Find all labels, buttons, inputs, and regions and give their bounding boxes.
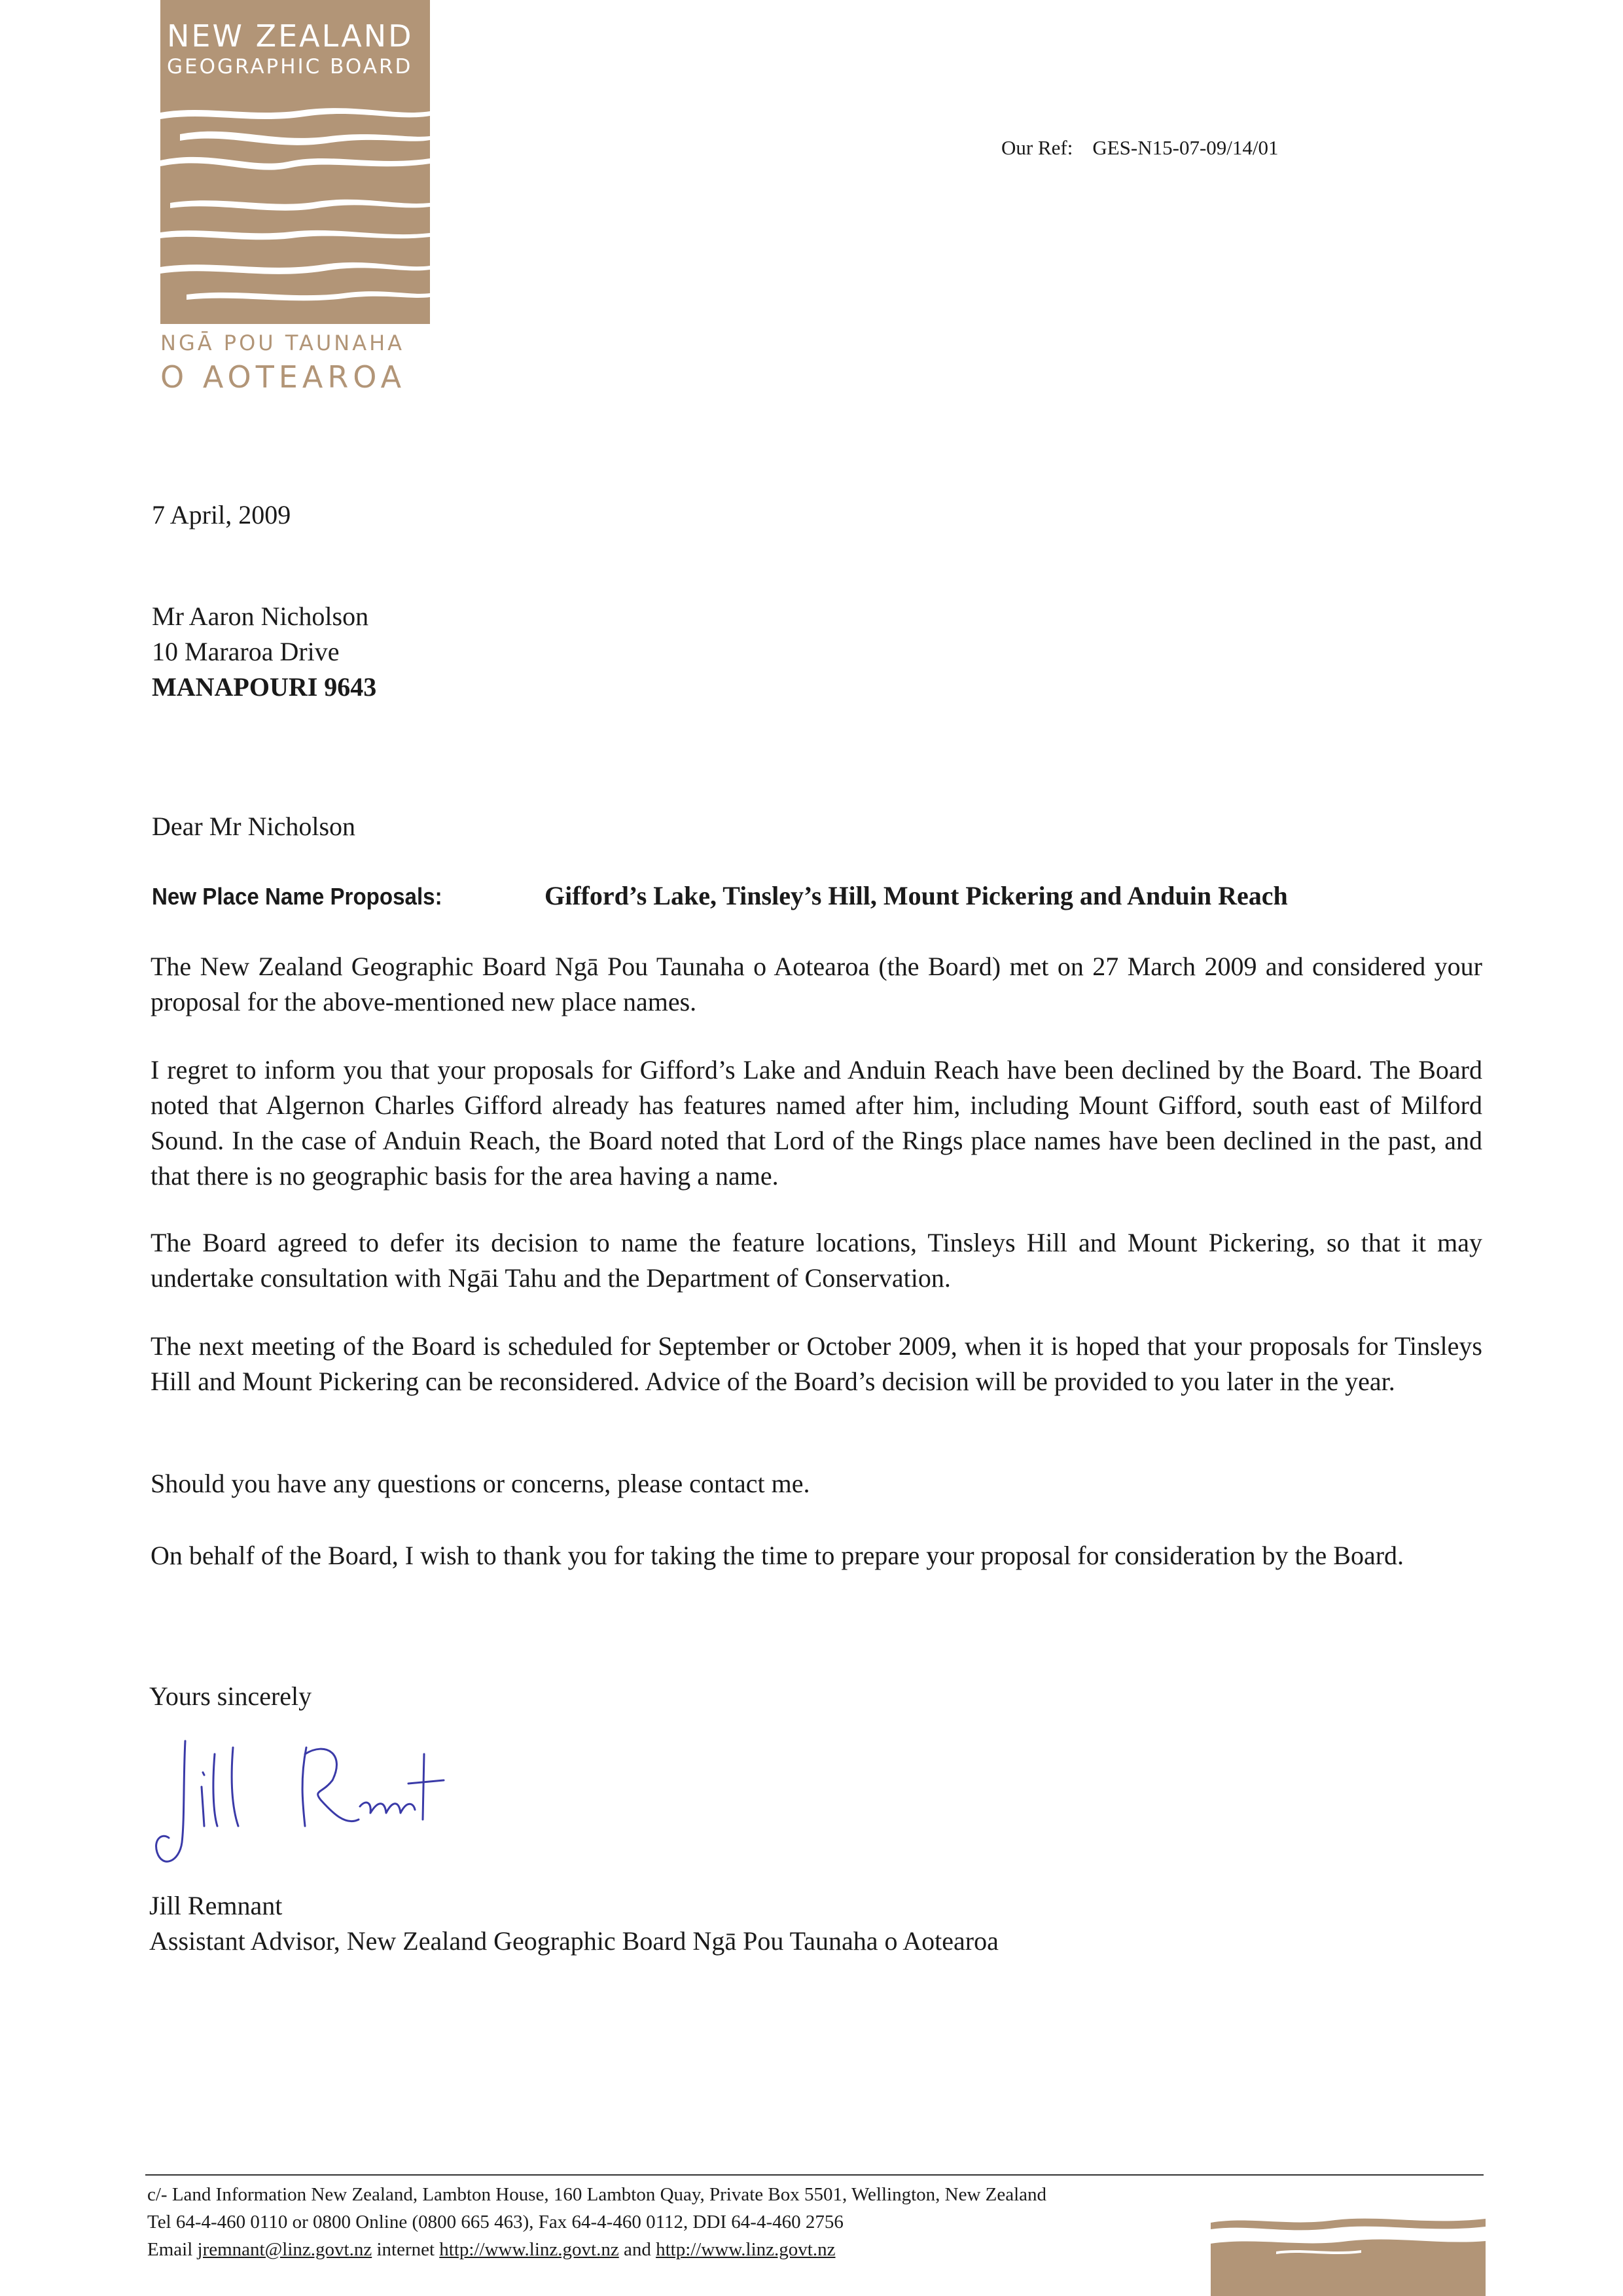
recipient-address	[152, 599, 376, 705]
paragraph-3: The Board agreed to defer its decision to name the feature locations, Tinsleys Hill and Mount Pickering, so that it may undertake consultation with Ngāi Tahu and the Department of Conservation.	[151, 1228, 1482, 1293]
signer-block	[149, 1888, 999, 1959]
footer-url-link-1[interactable]: http://www.linz.govt.nz	[439, 2239, 619, 2260]
reference-line	[1001, 136, 1279, 160]
footer-email-label: Email	[147, 2239, 193, 2260]
letterhead-logo-bottom	[160, 331, 435, 395]
recipient-street: 10 Mararoa Drive	[152, 637, 340, 666]
signature-image	[149, 1728, 450, 1878]
paragraph-2: I regret to inform you that your proposals for Gifford’s Lake and Anduin Reach have been declined by the Board. The Board noted that Algernon Charles Gifford already has features named after him, including Mount Gifford, south east of Milford Sound. In the case of Anduin Reach, the Board noted that Lord of the Rings place names have been declined in the past, and that there is no geographic basis for the area having a name.	[151, 1055, 1482, 1191]
paragraph-5: Should you have any questions or concerns, please contact me.	[151, 1469, 810, 1498]
letter-date: 7 April, 2009	[152, 500, 291, 529]
signer-title: Assistant Advisor, New Zealand Geographic Board Ngā Pou Taunaha o Aotearoa	[149, 1926, 999, 1956]
letterhead-logo-top	[160, 0, 430, 98]
reference-label: Our Ref:	[1001, 136, 1073, 159]
footer-landscape-art	[1211, 2211, 1486, 2296]
footer-address: c/- Land Information New Zealand, Lambton House, 160 Lambton Quay, Private Box 5501, Wellington, New Zealand	[147, 2184, 1047, 2205]
recipient-name: Mr Aaron Nicholson	[152, 601, 369, 631]
subject-line	[152, 880, 1288, 911]
footer-and-text: and	[623, 2239, 651, 2260]
letterhead-line3: NGĀ POU TAUNAHA	[160, 331, 405, 355]
paragraph-6: On behalf of the Board, I wish to thank you for taking the time to prepare your proposal for consideration by the Board.	[151, 1541, 1404, 1570]
paragraph-4: The next meeting of the Board is scheduled for September or October 2009, when it is hoped that your proposals for Tinsleys Hill and Mount Pickering can be reconsidered. Advice of the Board’s decision will be provided to you later in the year.	[151, 1331, 1482, 1396]
subject-label: New Place Name Proposals:	[152, 883, 442, 910]
footer-email-link[interactable]: jremnant@linz.govt.nz	[197, 2239, 372, 2260]
footer-phones: Tel 64-4-460 0110 or 0800 Online (0800 665 463), Fax 64-4-460 0112, DDI 64-4-460 2756	[147, 2212, 844, 2233]
paragraph-1: The New Zealand Geographic Board Ngā Pou Taunaha o Aotearoa (the Board) met on 27 March 2009 and considered your proposal for the above-mentioned new place names.	[151, 952, 1482, 1016]
letterhead-landscape-art	[160, 98, 430, 324]
recipient-city: MANAPOURI 9643	[152, 672, 377, 702]
footer-internet-label: internet	[376, 2239, 435, 2260]
footer-divider	[145, 2174, 1484, 2176]
letterhead-line4: O AOTEAROA	[160, 359, 406, 395]
letterhead-line1: NEW ZEALAND	[167, 18, 414, 54]
reference-value: GES-N15-07-09/14/01	[1092, 136, 1279, 159]
letterhead-line2: GEOGRAPHIC BOARD	[167, 55, 413, 79]
footer-contact-line	[147, 2236, 1046, 2263]
closing: Yours sincerely	[149, 1681, 312, 1711]
footer-block	[147, 2181, 1046, 2263]
footer-url-link-2[interactable]: http://www.linz.govt.nz	[656, 2239, 836, 2260]
salutation: Dear Mr Nicholson	[152, 812, 356, 841]
subject-value: Gifford’s Lake, Tinsley’s Hill, Mount Pickering and Anduin Reach	[544, 881, 1288, 910]
signer-name: Jill Remnant	[149, 1891, 283, 1920]
